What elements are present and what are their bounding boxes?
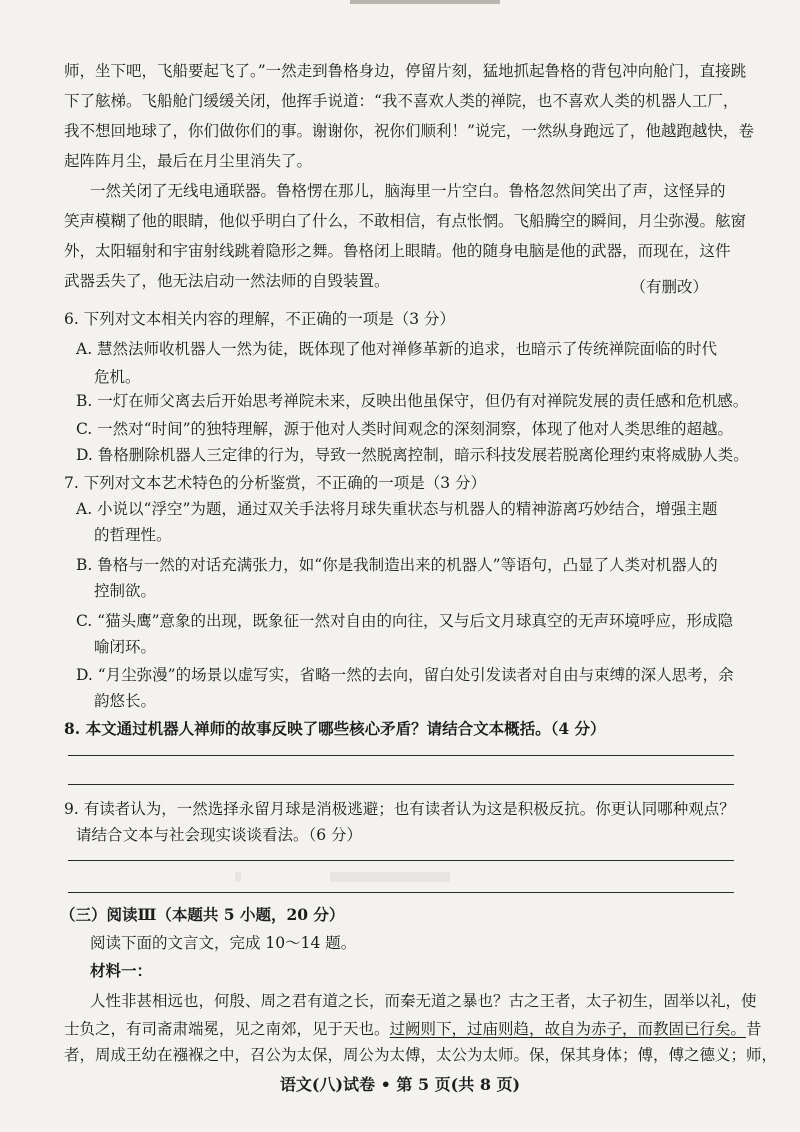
question-6-stem: 6. 下列对文本相关内容的理解，不正确的一项是（3 分） <box>64 310 456 328</box>
q7-option-c: C. “猫头鹰”意象的出现，既象征一然对自由的向往，又与后文月球真空的无声环境呼应，形成隐 <box>76 612 734 630</box>
question-7-stem: 7. 下列对文本艺术特色的分析鉴赏，不正确的一项是（3 分） <box>64 474 487 492</box>
classical-text-line: 者，周成王幼在襁褓之中，召公为太保，周公为太傅，太公为太师。保，保其身体；傅，傅之德义；师， <box>64 1046 778 1064</box>
material-label: 材料一： <box>90 961 153 980</box>
passage-line: 我不想回地球了，你们做你们的事。谢谢你，祝你们顺利！”说完，一然纵身跑远了，他越跑越快，卷 <box>64 122 754 140</box>
page-footer: 语文(八)试卷 • 第 5 页(共 8 页) <box>279 1075 521 1094</box>
passage-line: 师，坐下吧，飞船要起飞了。”一然走到鲁格身边，停留片刻，猛地抓起鲁格的背包冲向舱门，直接跳 <box>64 62 747 80</box>
classical-text-segment: 士负之，有司斋肃端冕，见之南郊，见于天也。 <box>64 1020 390 1038</box>
passage-line: 外，太阳辐射和宇宙射线跳着隐形之舞。鲁格闭上眼睛。他的随身电脑是他的武器，而现在，这件 <box>64 242 731 260</box>
section-instruction: 阅读下面的文言文，完成 10～14 题。 <box>90 934 357 952</box>
question-9-stem-cont: 请结合文本与社会现实谈谈看法。（6 分） <box>76 826 363 844</box>
q7-option-b-cont: 控制欲。 <box>94 582 157 600</box>
passage-line: 起阵阵月尘，最后在月尘里消失了。 <box>64 152 313 170</box>
question-8-stem: 8. 本文通过机器人禅师的故事反映了哪些核心矛盾？请结合文本概括。（4 分） <box>64 719 606 738</box>
q6-option-c: C. 一然对“时间”的独特理解，源于他对人类时间观念的深刻洞察，体现了他对人类思维的超越。 <box>76 420 734 438</box>
q7-option-a: A. 小说以“浮空”为题，通过双关手法将月球失重状态与机器人的精神游离巧妙结合，增强主题 <box>76 500 718 518</box>
q6-option-a: A. 慧然法师收机器人一然为徒，既体现了他对禅修革新的追求，也暗示了传统禅院面临的时代 <box>76 340 718 358</box>
q7-option-c-cont: 喻闭环。 <box>94 638 157 656</box>
q6-option-b: B. 一灯在师父离去后开始思考禅院未来，反映出他虽保守，但仍有对禅院发展的责任感和危机感。 <box>76 392 749 410</box>
answer-line[interactable] <box>68 784 734 785</box>
q6-option-a-cont: 危机。 <box>94 368 141 386</box>
classical-text-line <box>64 1020 762 1038</box>
passage-line: 笑声模糊了他的眼睛，他似乎明白了什么，不敢相信，有点怅惘。飞船腾空的瞬间，月尘弥漫。舷窗 <box>64 212 747 230</box>
passage-line: 下了舷梯。飞船舱门缓缓关闭，他挥手说道：“我不喜欢人类的禅院，也不喜欢人类的机器人工厂， <box>64 92 739 110</box>
q7-option-b: B. 鲁格与一然的对话充满张力，如“你是我制造出来的机器人”等语句，凸显了人类对机器人的 <box>76 556 718 574</box>
bleed-through-mark <box>235 872 241 882</box>
underlined-sentence: 过阙则下，过庙则趋，故自为赤子，而教固已行矣。 <box>389 1020 747 1038</box>
q7-option-d: D. “月尘弥漫”的场景以虚写实，省略一然的去向，留白处引发读者对自由与束缚的深人思考，余 <box>76 666 734 684</box>
answer-line[interactable] <box>68 892 734 893</box>
q7-option-a-cont: 的哲理性。 <box>94 526 172 544</box>
question-9-stem: 9. 有读者认为，一然选择永留月球是消极逃避；也有读者认为这是积极反抗。你更认同哪种观点？ <box>64 800 735 818</box>
passage-line: 一然关闭了无线电通联器。鲁格愣在那儿，脑海里一片空白。鲁格忽然间笑出了声，这怪异的 <box>90 182 726 200</box>
section-heading: （三）阅读Ⅲ（本题共 5 小题，20 分） <box>60 905 345 924</box>
classical-text-line: 人性非甚相远也，何殷、周之君有道之长，而秦无道之暴也？古之王者，太子初生，固举以礼，使 <box>90 992 757 1010</box>
q6-option-d: D. 鲁格删除机器人三定律的行为，导致一然脱离控制，暗示科技发展若脱离伦理约束将威胁人类。 <box>76 446 749 464</box>
answer-line[interactable] <box>68 755 734 756</box>
bleed-through-mark <box>330 872 450 882</box>
q7-option-d-cont: 韵悠长。 <box>94 692 157 710</box>
answer-line[interactable] <box>68 860 734 861</box>
scan-edge-mark <box>350 0 500 4</box>
passage-line: 武器丢失了，他无法启动一然法师的自毁装置。 <box>64 272 390 290</box>
classical-text-segment: 昔 <box>746 1020 762 1038</box>
source-note: （有删改） <box>630 278 708 296</box>
